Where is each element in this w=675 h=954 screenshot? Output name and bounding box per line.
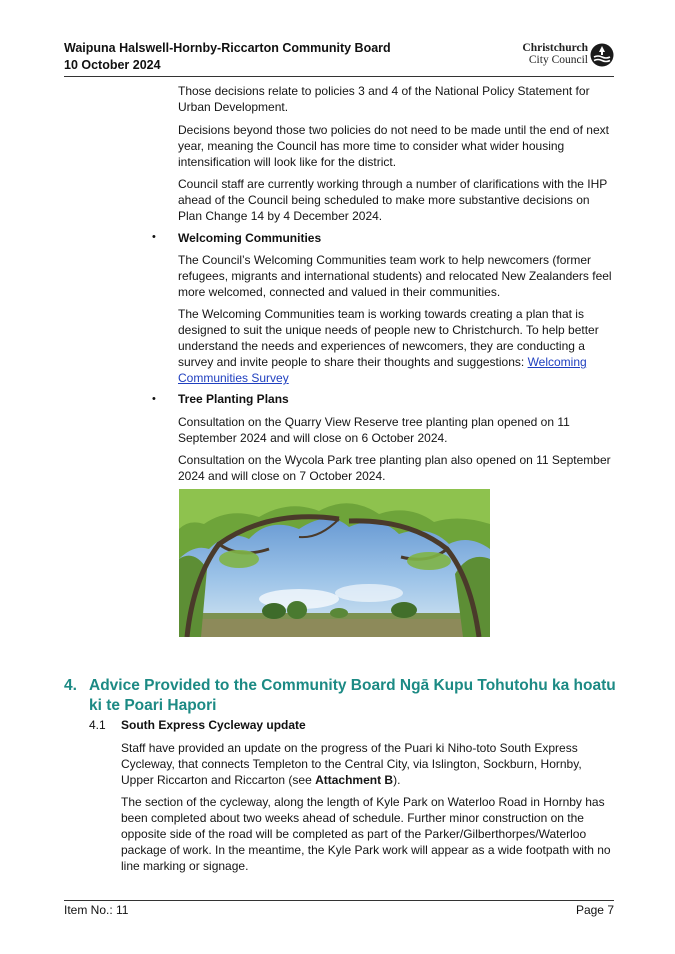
council-logo-text	[522, 43, 588, 66]
intro-paragraph: Those decisions relate to policies 3 and 4 of the National Policy Statement for Urban Development.	[178, 84, 590, 114]
tree-planting-heading: Tree Planting Plans	[178, 392, 289, 406]
welcoming-paragraph-survey	[178, 306, 614, 386]
park-trees-illustration	[179, 489, 490, 637]
footer-page-number: Page 7	[575, 903, 614, 917]
cycleway-paragraph-text: Staff have provided an update on the progress of the Puari ki Niho-toto South Express Cycleway, that connects Templeton to the Central City, via Islington, Sockburn, Hornby, Upper Riccarton and Riccarton (see	[121, 741, 582, 787]
cycleway-paragraph-end: ).	[393, 773, 401, 787]
section-number: 4.	[64, 677, 77, 694]
welcoming-paragraph-text: The Welcoming Communities team is working towards creating a plan that is designed to suit the unique needs of people new to Christchurch. To help better understand the needs and experiences of newcomers, they are conducting a survey and invite people to share their thoughts and suggestions:	[178, 307, 599, 369]
tree-planting-paragraph: Consultation on the Quarry View Reserve tree planting plan opened on 11 September 2024 and will close on 6 October 2024.	[178, 415, 570, 445]
bullet-point: •	[152, 231, 156, 243]
subsection-number: 4.1	[89, 718, 106, 732]
park-trees-photo	[179, 489, 490, 637]
bullet-point: •	[152, 393, 156, 405]
subsection-heading: South Express Cycleway update	[121, 718, 306, 732]
logo-line2: City Council	[528, 53, 588, 66]
header-divider	[64, 76, 614, 77]
intro-paragraph: Council staff are currently working through a number of clarifications with the IHP ahead of the Council being scheduled to make more substantive decisions on Plan Change 14 by 4 December 2024.	[178, 177, 608, 223]
footer-item-number: Item No.: 11	[64, 903, 129, 917]
cycleway-paragraph	[121, 740, 615, 788]
cycleway-progress-paragraph: The section of the cycleway, along the length of Kyle Park on Waterloo Road in Hornby has been completed about two weeks ahead of schedule. Further minor construction on the opposite side of the road will be completed as part of the Parker/Gilberthorpes/Waterloo package of work. In the meantime, the Kyle Park work will appear as a wide footpath with no line marking or signage.	[121, 795, 611, 873]
page-header	[64, 40, 614, 76]
tree-planting-paragraph: Consultation on the Wycola Park tree planting plan also opened on 11 September 2024 and will close on 7 October 2024.	[178, 453, 611, 483]
header-date: 10 October 2024	[64, 58, 161, 72]
council-emblem-icon	[590, 43, 614, 67]
welcoming-survey-link[interactable]: Welcoming Communities Survey	[178, 355, 587, 385]
council-logo	[504, 43, 614, 69]
logo-line1: Christchurch	[522, 42, 588, 54]
header-board-name: Waipuna Halswell-Hornby-Riccarton Community Board	[64, 41, 391, 55]
footer-divider	[64, 900, 614, 901]
section-heading: Advice Provided to the Community Board Ngā Kupu Tohutohu ka hoatu ki te Poari Hapori	[89, 677, 616, 714]
attachment-reference: Attachment B	[315, 773, 394, 787]
welcoming-paragraph: The Council’s Welcoming Communities team work to help newcomers (former refugees, migrants and international students) and relocated New Zealanders feel more welcomed, connected and valued in their communities.	[178, 253, 612, 299]
intro-paragraph: Decisions beyond those two policies do not need to be made until the end of next year, meaning the Council has more time to consider what wider housing intensification will look like for the district.	[178, 123, 609, 169]
welcoming-heading: Welcoming Communities	[178, 231, 322, 245]
